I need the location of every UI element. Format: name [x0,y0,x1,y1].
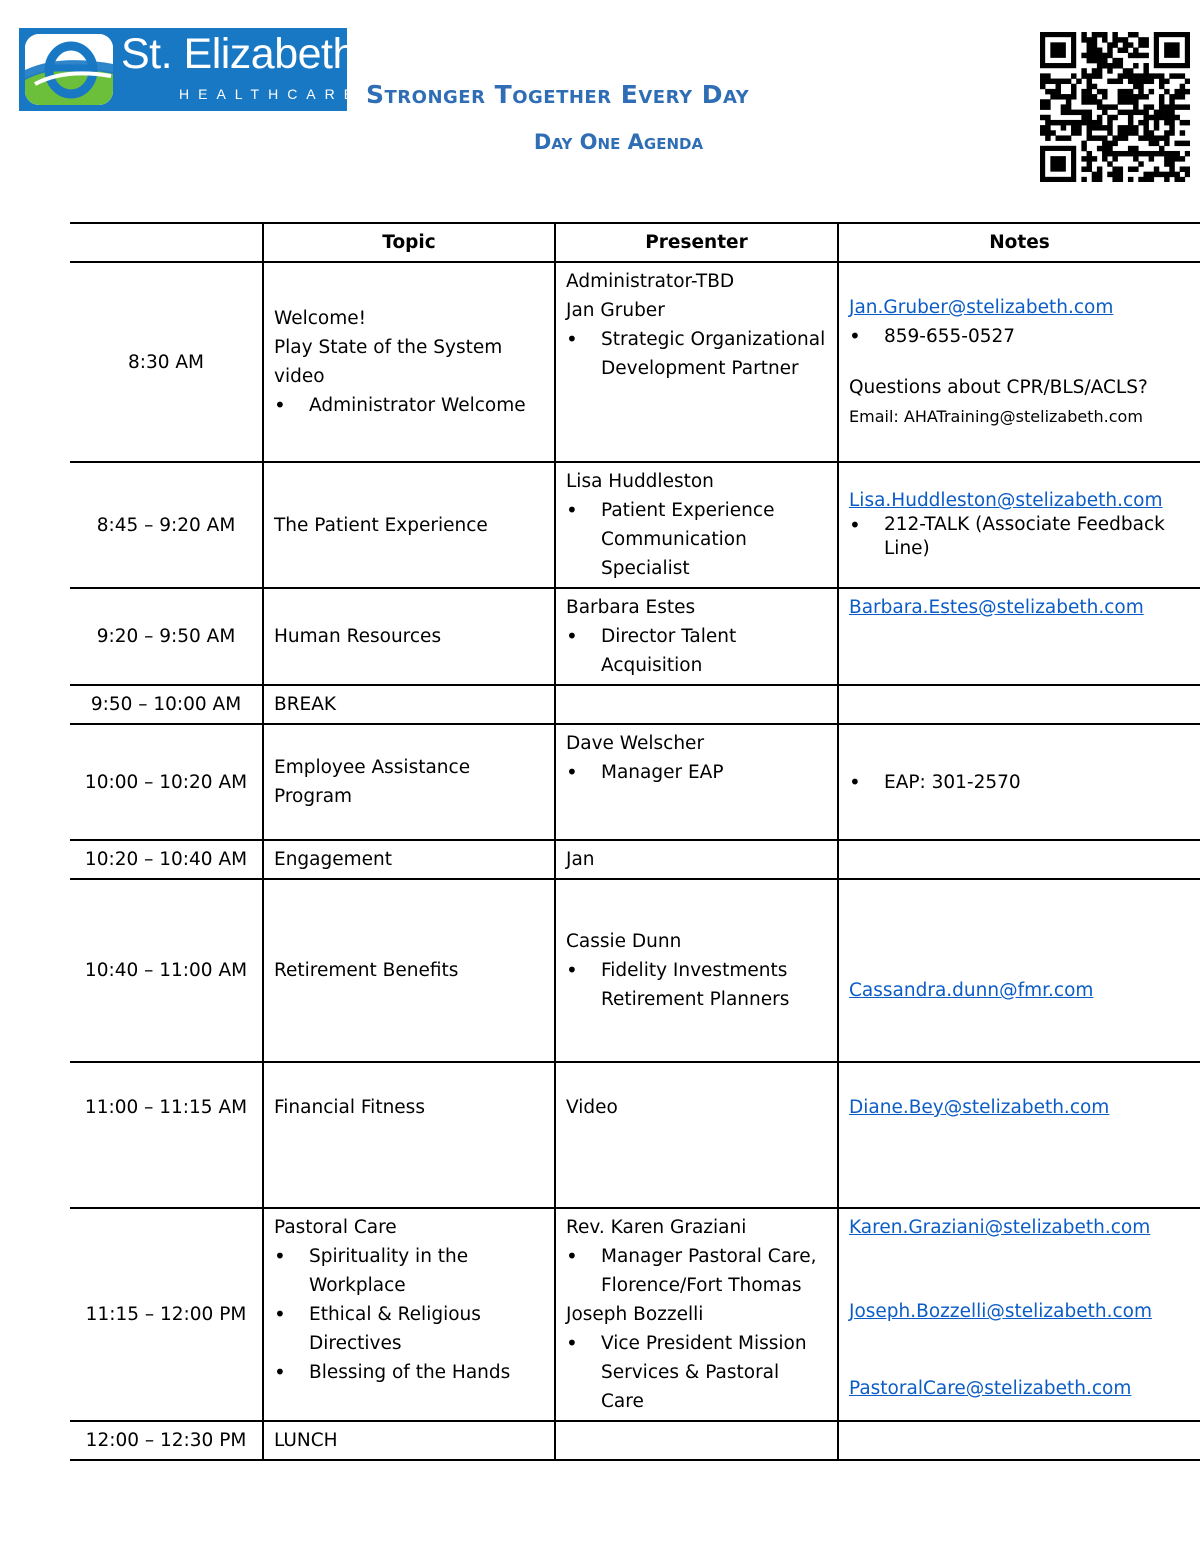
row-presenter [555,1208,838,1421]
table-row [70,588,1200,685]
email-link[interactable]: Diane.Bey@stelizabeth.com [849,1097,1110,1118]
row-notes [838,879,1200,1062]
table-row [70,685,1200,724]
row-time: 10:40 – 11:00 AM [70,879,263,1062]
presenter-role: • Strategic Organizational Development Partner [601,325,827,383]
eap-phone: • EAP: 301-2570 [884,768,1190,797]
email-link[interactable]: Barbara.Estes@stelizabeth.com [849,597,1144,618]
row-notes [838,262,1200,462]
row-time: 9:20 – 9:50 AM [70,588,263,685]
phone-number: • 859-655-0527 [884,322,1190,351]
presenter-role: • Vice President Mission Services & Pastoral Care [601,1329,827,1416]
row-presenter: Video [555,1062,838,1208]
row-notes [838,840,1200,879]
aha-email-text: Email: AHATraining@stelizabeth.com [849,407,1143,426]
topic-line: Welcome! [274,308,367,329]
header-presenter: Presenter [555,223,838,262]
cpr-question: Questions about CPR/BLS/ACLS? [849,377,1148,398]
row-presenter [555,588,838,685]
row-topic: The Patient Experience [263,462,555,588]
presenter-name: Dave Welscher [566,733,705,754]
presenter-name: Joseph Bozzelli [566,1304,704,1325]
presenter-role: • Director Talent Acquisition [601,622,827,680]
topic-bullet: • Spirituality in the Workplace [309,1242,544,1300]
email-link[interactable]: Lisa.Huddleston@stelizabeth.com [849,490,1163,511]
logo-subtitle: HEALTHCARE [179,86,363,102]
presenter-role: • Manager Pastoral Care, Florence/Fort Thomas [601,1242,827,1300]
row-time: 8:30 AM [70,262,263,462]
row-time: 8:45 – 9:20 AM [70,462,263,588]
topic-bullet: • Ethical & Religious Directives [309,1300,544,1358]
table-header-row [70,223,1200,262]
row-topic: Employee Assistance Program [263,724,555,840]
row-notes [838,1421,1200,1460]
page-subtitle: Day One Agenda [533,130,704,154]
row-presenter [555,1421,838,1460]
row-notes [838,462,1200,588]
table-row [70,724,1200,840]
table-row [70,1062,1200,1208]
presenter-name: Jan Gruber [566,300,665,321]
row-presenter: Jan [555,840,838,879]
presenter-name: Cassie Dunn [566,931,682,952]
row-notes [838,685,1200,724]
row-topic: BREAK [263,685,555,724]
row-notes [838,588,1200,685]
table-row [70,1421,1200,1460]
presenter-role: • Manager EAP [601,758,827,787]
topic-line: Play State of the System video [274,337,503,387]
row-time: 11:15 – 12:00 PM [70,1208,263,1421]
row-topic: Financial Fitness [263,1062,555,1208]
row-time: 10:20 – 10:40 AM [70,840,263,879]
presenter-name: Administrator-TBD [566,271,735,292]
email-link[interactable]: PastoralCare@stelizabeth.com [849,1378,1132,1399]
presenter-role: • Fidelity Investments Retirement Planners [601,956,827,1014]
email-link[interactable]: Jan.Gruber@stelizabeth.com [849,297,1114,318]
qr-code-icon [1040,32,1190,182]
row-notes [838,1208,1200,1421]
table-row [70,840,1200,879]
agenda-table [70,222,1200,1461]
row-time: 9:50 – 10:00 AM [70,685,263,724]
presenter-role: • Patient Experience Communication Specialist [601,496,827,583]
header-time [70,223,263,262]
row-notes [838,724,1200,840]
topic-bullet: • Blessing of the Hands [309,1358,544,1387]
header-topic: Topic [263,223,555,262]
email-link[interactable]: Karen.Graziani@stelizabeth.com [849,1217,1151,1238]
row-topic [263,262,555,462]
row-presenter [555,724,838,840]
email-link[interactable]: Joseph.Bozzelli@stelizabeth.com [849,1301,1152,1322]
logo-e-icon [25,34,113,105]
row-presenter [555,262,838,462]
row-topic: Retirement Benefits [263,879,555,1062]
page-title: Stronger Together Every Day [366,80,750,109]
presenter-name: Lisa Huddleston [566,471,714,492]
row-topic: LUNCH [263,1421,555,1460]
email-link[interactable]: Cassandra.dunn@fmr.com [849,980,1094,1001]
row-topic [263,1208,555,1421]
row-topic: Engagement [263,840,555,879]
row-time: 11:00 – 11:15 AM [70,1062,263,1208]
row-notes [838,1062,1200,1208]
table-row [70,1208,1200,1421]
presenter-name: Barbara Estes [566,597,696,618]
table-row [70,262,1200,462]
row-presenter [555,685,838,724]
row-topic: Human Resources [263,588,555,685]
row-time: 12:00 – 12:30 PM [70,1421,263,1460]
row-time: 10:00 – 10:20 AM [70,724,263,840]
presenter-name: Rev. Karen Graziani [566,1217,747,1238]
table-row [70,879,1200,1062]
row-presenter [555,879,838,1062]
row-presenter [555,462,838,588]
table-row [70,462,1200,588]
topic-bullet: • Administrator Welcome [309,391,544,420]
topic-title: Pastoral Care [274,1217,397,1238]
header-notes: Notes [838,223,1200,262]
st-elizabeth-logo [19,28,363,111]
logo-name: St. Elizabeth [121,30,356,78]
feedback-line: • 212-TALK (Associate Feedback Line) [884,513,1190,561]
